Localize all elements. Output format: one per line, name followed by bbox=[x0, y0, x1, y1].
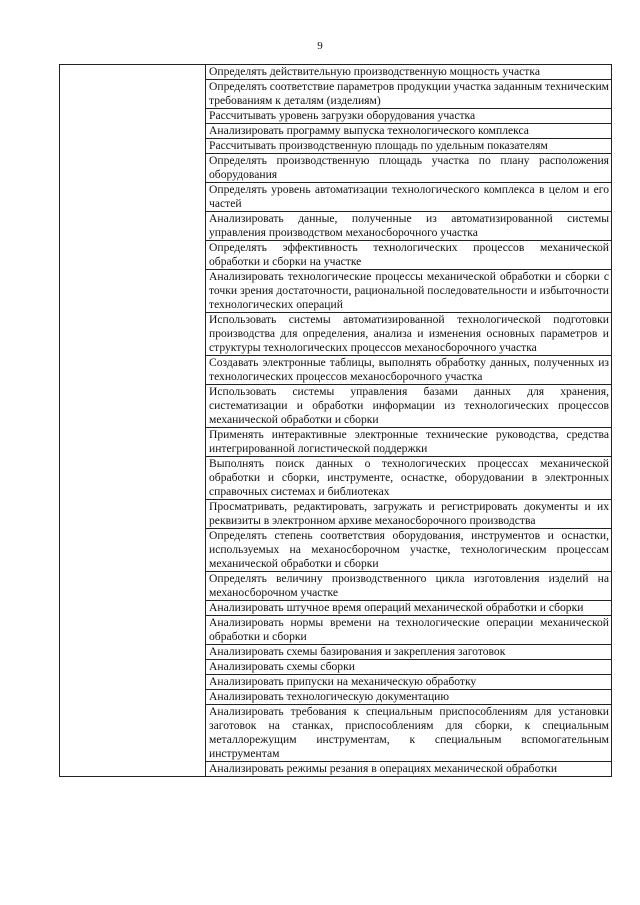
skill-item-cell: Использовать системы автоматизированной технологической подготовки производства для определения, анализа и изменения основных параметров и структуры технологических процессов механосборочного участка bbox=[206, 313, 612, 356]
skills-table bbox=[59, 64, 612, 777]
skill-item-cell: Применять интерактивные электронные технические руководства, средства интегрированной логистической поддержки bbox=[206, 428, 612, 457]
skill-item-cell: Анализировать режимы резания в операциях механической обработки bbox=[206, 762, 612, 777]
skill-item-cell: Определять величину производственного цикла изготовления изделий на механосборочном участке bbox=[206, 572, 612, 601]
skill-item-cell: Анализировать припуски на механическую обработку bbox=[206, 675, 612, 690]
page-number: 9 bbox=[317, 40, 323, 52]
skill-item-cell: Анализировать технологические процессы механической обработки и сборки с точки зрения достаточности, рациональной последовательности и избыточности технологических операций bbox=[206, 270, 612, 313]
skill-item-cell: Анализировать штучное время операций механической обработки и сборки bbox=[206, 601, 612, 616]
skill-item-cell: Анализировать схемы сборки bbox=[206, 660, 612, 675]
skill-item-cell: Анализировать данные, полученные из автоматизированной системы управления производством механосборочного участка bbox=[206, 212, 612, 241]
skill-item-cell: Создавать электронные таблицы, выполнять обработку данных, полученных из технологических процессов механосборочного участка bbox=[206, 356, 612, 385]
skill-item-cell: Определять производственную площадь участка по плану расположения оборудования bbox=[206, 154, 612, 183]
skill-item-cell: Использовать системы управления базами данных для хранения, систематизации и обработки информации из технологических процессов механической обработки и сборки bbox=[206, 385, 612, 428]
skill-item-cell: Выполнять поиск данных о технологических процессах механической обработки и сборки, инструменте, оснастке, оборудовании в электронных справочных системах и библиотеках bbox=[206, 457, 612, 500]
skills-table-body bbox=[60, 65, 612, 777]
skill-item-cell: Просматривать, редактировать, загружать и регистрировать документы и их реквизиты в электронном архиве механосборочного производства bbox=[206, 500, 612, 529]
skill-item-cell: Определять соответствие параметров продукции участка заданным техническим требованиям к деталям (изделиям) bbox=[206, 80, 612, 109]
skill-item-cell: Определять степень соответствия оборудования, инструментов и оснастки, используемых на механосборочном участке, технологическим процессам механической обработки и сборки bbox=[206, 529, 612, 572]
skill-item-cell: Определять уровень автоматизации технологического комплекса в целом и его частей bbox=[206, 183, 612, 212]
skill-item-cell: Анализировать схемы базирования и закрепления заготовок bbox=[206, 645, 612, 660]
skill-item-cell: Анализировать требования к специальным приспособлениям для установки заготовок на станках, приспособлениям для сборки, к специальным металлорежущим инструментам, к специальным вспомогательным инструментам bbox=[206, 705, 612, 762]
empty-left-column-cell bbox=[60, 65, 206, 777]
skill-item-cell: Определять эффективность технологических процессов механической обработки и сборки на участке bbox=[206, 241, 612, 270]
skill-item-cell: Рассчитывать производственную площадь по удельным показателям bbox=[206, 139, 612, 154]
skill-item-cell: Анализировать нормы времени на технологические операции механической обработки и сборки bbox=[206, 616, 612, 645]
skill-item-cell: Определять действительную производственную мощность участка bbox=[206, 65, 612, 80]
skill-item-cell: Рассчитывать уровень загрузки оборудования участка bbox=[206, 109, 612, 124]
skill-item-cell: Анализировать технологическую документацию bbox=[206, 690, 612, 705]
table-row bbox=[60, 65, 612, 80]
skill-item-cell: Анализировать программу выпуска технологического комплекса bbox=[206, 124, 612, 139]
